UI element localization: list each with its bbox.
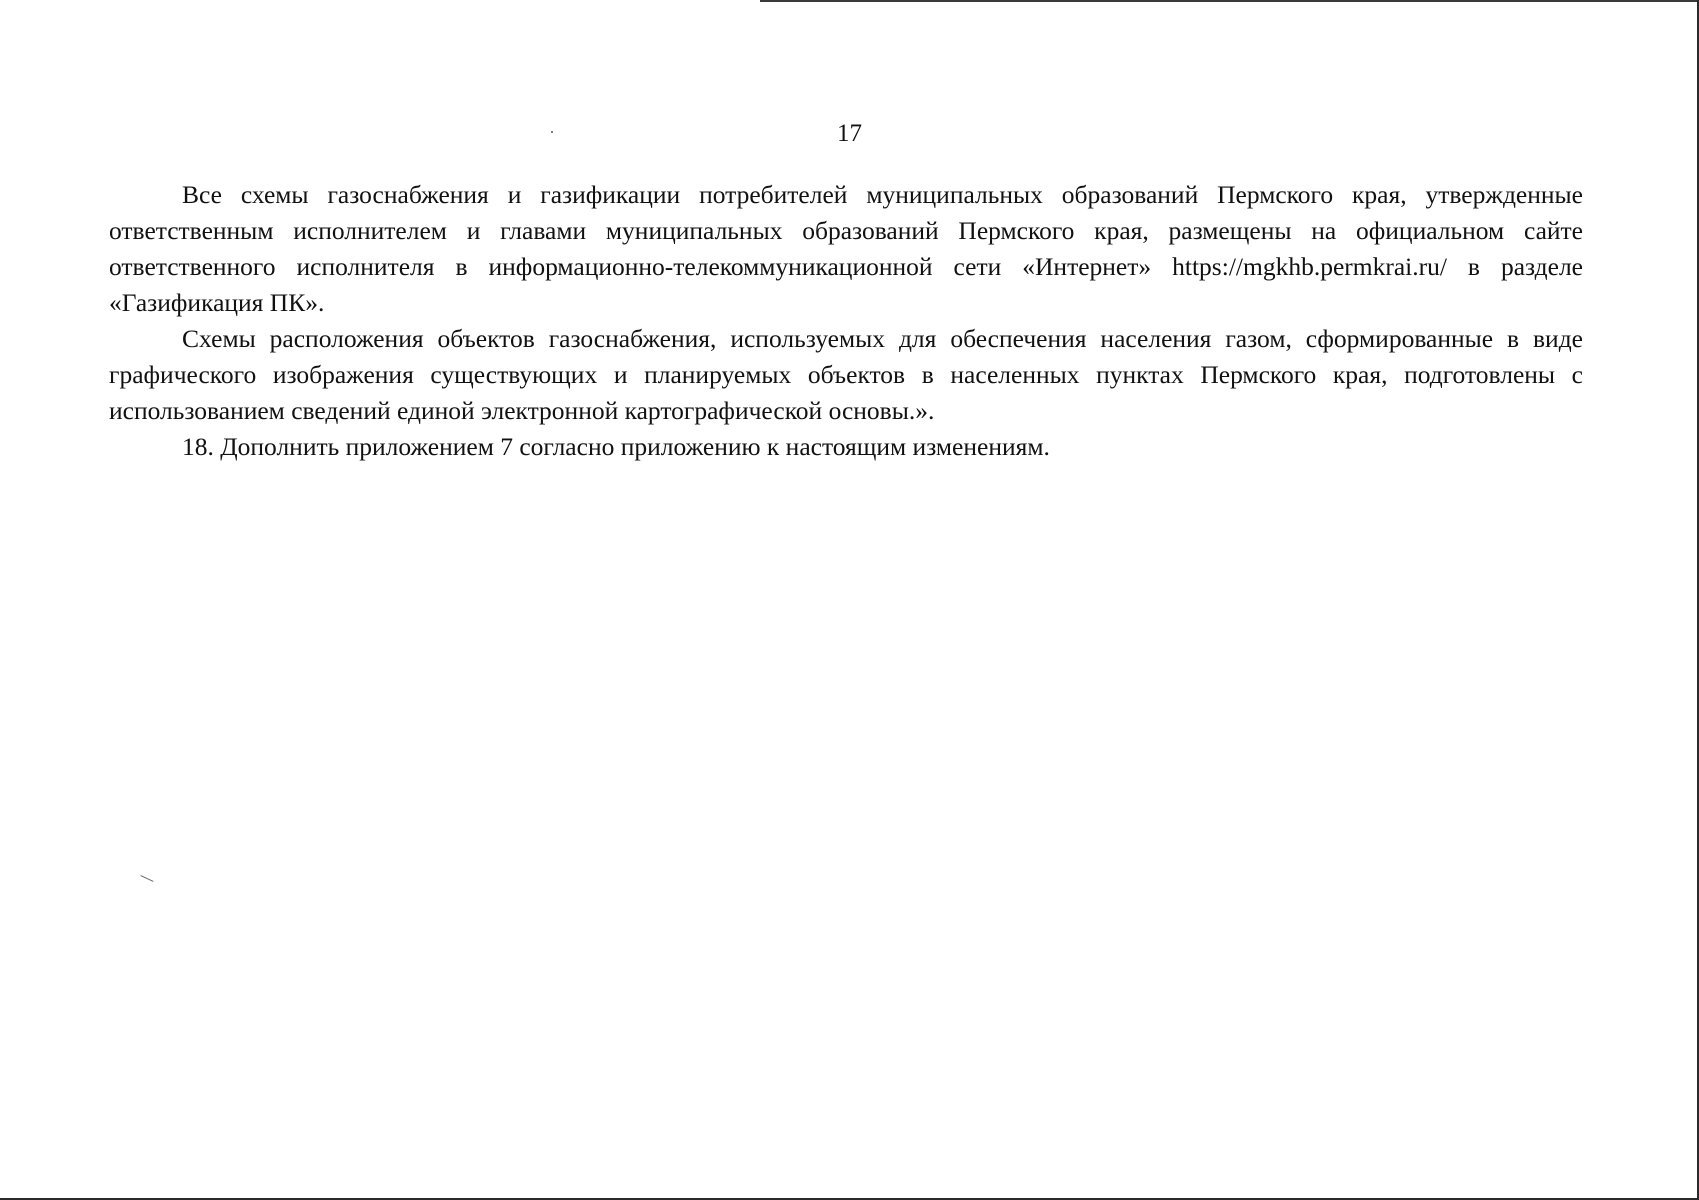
scan-scratch	[140, 875, 153, 882]
page-number: 17	[837, 120, 862, 147]
paragraph-gas-schemes-published: Все схемы газоснабжения и газификации потребителей муниципальных образований Пермского края, утвержденные ответственным исполнителем и главами муниципальных образований Пермского края, размещены на официальном сайте ответственного исполнителя в информационно-телекоммуникационной сети «Интернет» https://mgkhb.permkrai.ru/ в разделе «Газификация ПК».	[109, 180, 1583, 317]
scan-edge	[760, 0, 1697, 2]
paragraph-item-18: 18. Дополнить приложением 7 согласно приложению к настоящим изменениям.	[182, 432, 1050, 461]
paragraph-gas-object-layouts: Схемы расположения объектов газоснабжения, используемых для обеспечения населения газом, сформированные в виде графического изображения существующих и планируемых объектов в населенных пунктах Пермского края, подготовлены с использованием сведений единой электронной картографической основы.».	[109, 324, 1583, 425]
document-body	[109, 177, 1583, 465]
